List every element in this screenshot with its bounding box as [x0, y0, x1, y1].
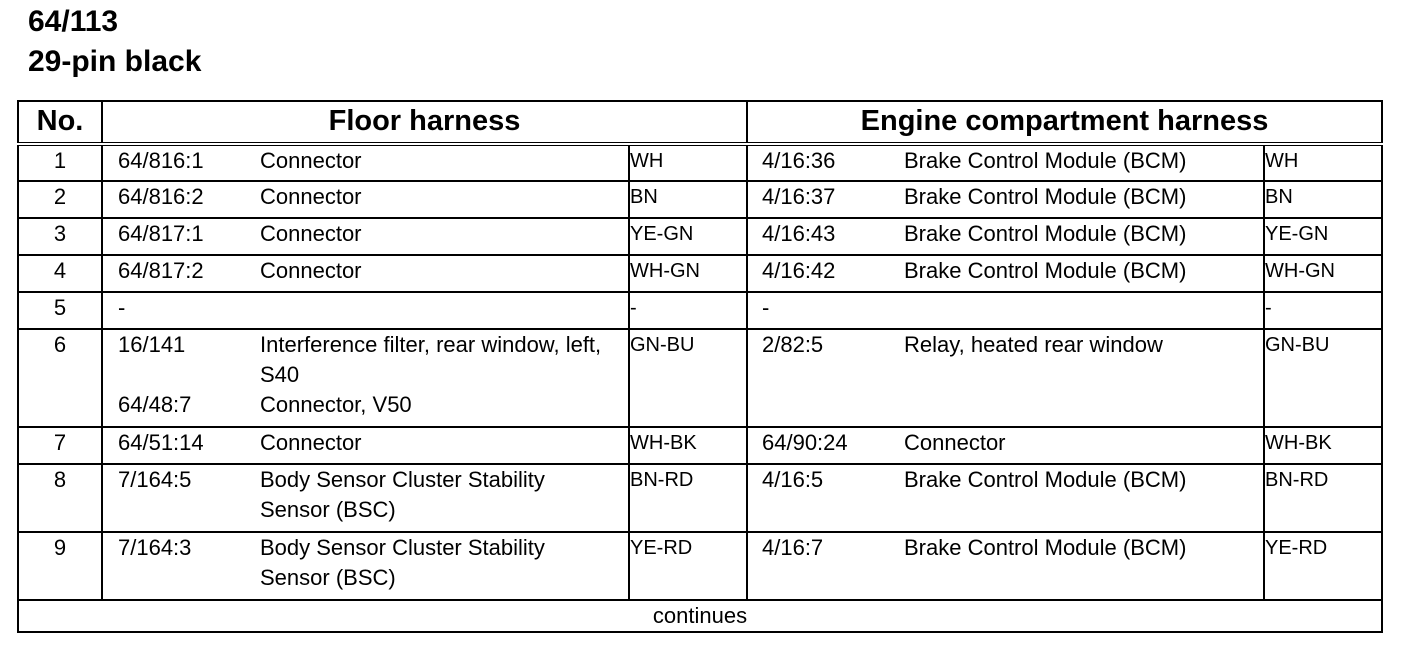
wiring-table — [17, 100, 1383, 633]
engine-harness-cell — [747, 255, 1264, 292]
row-number: 1 — [18, 144, 102, 181]
floor-harness-cell — [102, 255, 629, 292]
connector-id: 64/113 — [28, 5, 119, 38]
floor-entry — [103, 293, 628, 323]
floor-terminal-id: 7/164:5 — [118, 467, 192, 492]
floor-wire-color: - — [629, 292, 747, 329]
engine-entry — [748, 146, 1263, 176]
table-row — [18, 427, 1382, 464]
engine-entry — [748, 182, 1263, 212]
row-number: 6 — [18, 329, 102, 427]
engine-terminal-id: 4/16:42 — [762, 258, 836, 283]
engine-wire-color: BN — [1264, 181, 1382, 218]
engine-component-description: Brake Control Module (BCM) — [904, 258, 1187, 283]
engine-entry — [748, 428, 1263, 458]
engine-terminal-id: - — [762, 295, 770, 320]
row-number: 8 — [18, 464, 102, 532]
engine-harness-cell — [747, 218, 1264, 255]
table-row — [18, 464, 1382, 532]
engine-harness-cell — [747, 292, 1264, 329]
header-no: No. — [18, 101, 102, 144]
engine-entry — [748, 219, 1263, 249]
floor-harness-cell — [102, 464, 629, 532]
floor-entry — [103, 219, 628, 249]
engine-terminal-id: 2/82:5 — [762, 332, 824, 357]
engine-entry — [748, 293, 1263, 323]
engine-component-description: Brake Control Module (BCM) — [904, 148, 1187, 173]
floor-wire-color: YE-GN — [629, 218, 747, 255]
floor-entry — [103, 146, 628, 176]
table-header-row — [18, 101, 1382, 144]
floor-harness-cell — [102, 181, 629, 218]
floor-wire-color: WH — [629, 144, 747, 181]
row-number: 3 — [18, 218, 102, 255]
engine-terminal-id: 4/16:7 — [762, 535, 824, 560]
floor-wire-color: BN — [629, 181, 747, 218]
table-row — [18, 532, 1382, 600]
engine-terminal-id: 4/16:5 — [762, 467, 824, 492]
floor-entry — [103, 256, 628, 286]
engine-entry — [748, 465, 1263, 495]
table-row — [18, 218, 1382, 255]
engine-component-description: Brake Control Module (BCM) — [904, 221, 1187, 246]
floor-component-description: Connector — [260, 258, 362, 283]
floor-wire-color: WH-GN — [629, 255, 747, 292]
engine-wire-color: WH-BK — [1264, 427, 1382, 464]
engine-harness-cell — [747, 329, 1264, 427]
table-row — [18, 329, 1382, 427]
engine-wire-color: GN-BU — [1264, 329, 1382, 427]
floor-entry — [103, 182, 628, 212]
floor-entry — [103, 465, 628, 525]
connector-description: 29-pin black — [28, 45, 202, 78]
table-row — [18, 144, 1382, 181]
header-engine-harness: Engine compartment harness — [747, 101, 1382, 144]
floor-component-description — [260, 293, 628, 323]
header-floor-harness: Floor harness — [102, 101, 747, 144]
floor-harness-cell — [102, 292, 629, 329]
floor-harness-cell — [102, 427, 629, 464]
table-row — [18, 255, 1382, 292]
engine-component-description: Brake Control Module (BCM) — [904, 184, 1187, 209]
floor-component-description: Interference filter, rear window, left, S40 — [260, 332, 602, 387]
table-footer-row — [18, 600, 1382, 632]
floor-wire-color: YE-RD — [629, 532, 747, 600]
floor-terminal-id: 64/817:2 — [118, 258, 204, 283]
engine-terminal-id: 64/90:24 — [762, 430, 848, 455]
engine-wire-color: BN-RD — [1264, 464, 1382, 532]
floor-harness-cell — [102, 329, 629, 427]
engine-entry — [748, 256, 1263, 286]
row-number: 9 — [18, 532, 102, 600]
engine-component-description: Connector — [904, 430, 1006, 455]
engine-wire-color: YE-GN — [1264, 218, 1382, 255]
floor-wire-color: BN-RD — [629, 464, 747, 532]
engine-harness-cell — [747, 144, 1264, 181]
floor-terminal-id: 64/48:7 — [118, 392, 192, 417]
floor-entry — [103, 428, 628, 458]
engine-wire-color: - — [1264, 292, 1382, 329]
row-number: 4 — [18, 255, 102, 292]
floor-terminal-id: 7/164:3 — [118, 535, 192, 560]
engine-entry — [748, 330, 1263, 360]
row-number: 7 — [18, 427, 102, 464]
engine-harness-cell — [747, 181, 1264, 218]
engine-harness-cell — [747, 464, 1264, 532]
page-heading — [28, 2, 201, 82]
floor-wire-color: WH-BK — [629, 427, 747, 464]
table-row — [18, 181, 1382, 218]
floor-terminal-id: 64/816:2 — [118, 184, 204, 209]
row-number: 2 — [18, 181, 102, 218]
engine-entry — [748, 533, 1263, 563]
floor-component-description: Connector, V50 — [260, 392, 412, 417]
engine-wire-color: YE-RD — [1264, 532, 1382, 600]
engine-wire-color: WH-GN — [1264, 255, 1382, 292]
floor-wire-color: GN-BU — [629, 329, 747, 427]
floor-component-description: Connector — [260, 221, 362, 246]
engine-harness-cell — [747, 532, 1264, 600]
table-row — [18, 292, 1382, 329]
floor-terminal-id: - — [118, 295, 126, 320]
floor-entry — [103, 330, 628, 390]
floor-entry — [103, 390, 628, 420]
engine-terminal-id: 4/16:43 — [762, 221, 836, 246]
continues-note: continues — [18, 600, 1382, 632]
floor-harness-cell — [102, 532, 629, 600]
floor-terminal-id: 64/51:14 — [118, 430, 204, 455]
row-number: 5 — [18, 292, 102, 329]
floor-component-description: Connector — [260, 148, 362, 173]
floor-component-description: Connector — [260, 184, 362, 209]
engine-component-description — [904, 293, 1263, 323]
floor-entry — [103, 533, 628, 593]
engine-component-description: Brake Control Module (BCM) — [904, 467, 1187, 492]
engine-component-description: Relay, heated rear window — [904, 332, 1163, 357]
engine-terminal-id: 4/16:37 — [762, 184, 836, 209]
floor-terminal-id: 64/817:1 — [118, 221, 204, 246]
floor-component-description: Body Sensor Cluster Stability Sensor (BSC) — [260, 535, 545, 590]
floor-terminal-id: 64/816:1 — [118, 148, 204, 173]
floor-harness-cell — [102, 144, 629, 181]
floor-component-description: Body Sensor Cluster Stability Sensor (BSC) — [260, 467, 545, 522]
floor-harness-cell — [102, 218, 629, 255]
engine-harness-cell — [747, 427, 1264, 464]
engine-terminal-id: 4/16:36 — [762, 148, 836, 173]
floor-component-description: Connector — [260, 430, 362, 455]
floor-terminal-id: 16/141 — [118, 332, 186, 357]
engine-component-description: Brake Control Module (BCM) — [904, 535, 1187, 560]
engine-wire-color: WH — [1264, 144, 1382, 181]
